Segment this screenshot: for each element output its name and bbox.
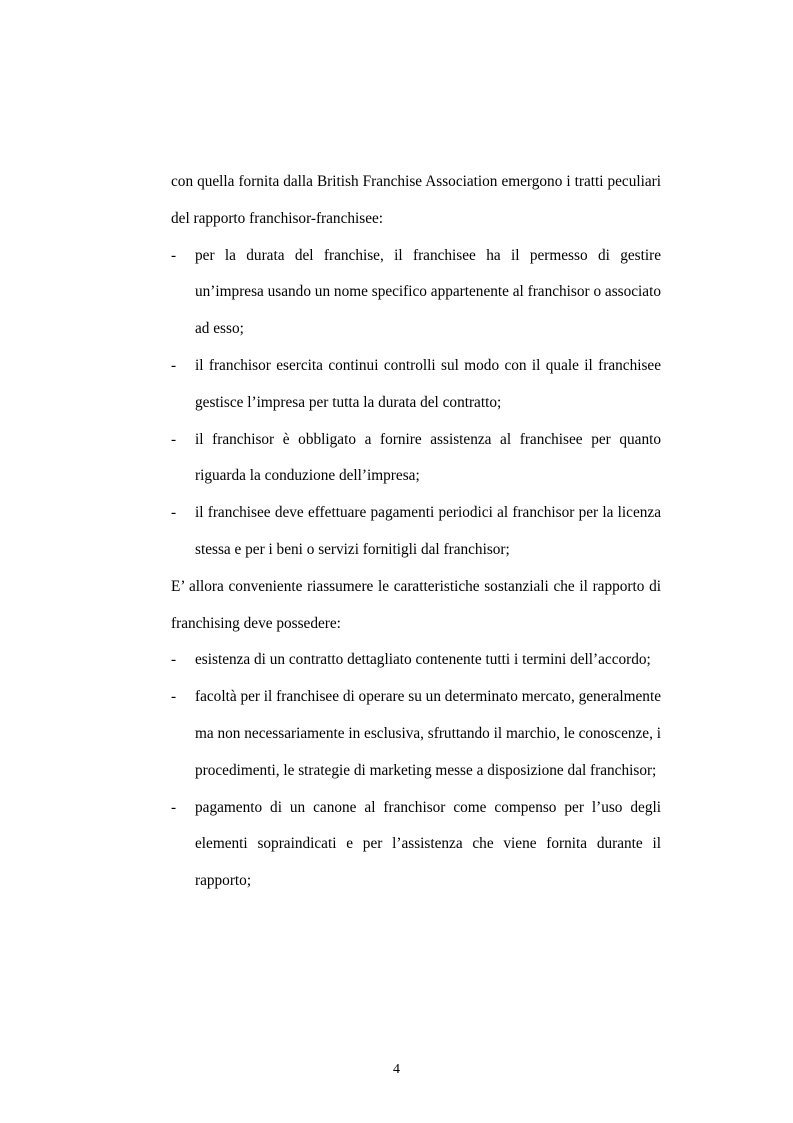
- page-number: 4: [393, 1062, 400, 1077]
- list-item-text: facoltà per il franchisee di operare su un determinato mercato, generalmente ma non necessariamente in esclusiva, sfruttando il marchio, le conoscenze, i procedimenti, le strategie di marketing messe a disposizione dal franchisor;: [195, 688, 661, 779]
- list-item: [171, 642, 661, 679]
- body-text: [171, 164, 661, 900]
- list-item-text: il franchisor esercita continui controlli sul modo con il quale il franchisee gestisce l’impresa per tutta la durata del contratto;: [195, 356, 661, 411]
- list-item-text: per la durata del franchise, il franchisee ha il permesso di gestire un’impresa usando un nome specifico appartenente al franchisor o associato ad esso;: [195, 246, 661, 338]
- dash-bullet-icon: -: [171, 430, 177, 448]
- dash-bullet-icon: -: [171, 688, 177, 706]
- list-item: [171, 679, 661, 789]
- list-item-text: esistenza di un contratto dettagliato contenente tutti i termini dell’accordo;: [195, 651, 651, 669]
- dash-bullet-icon: -: [171, 651, 177, 669]
- dash-bullet-icon: -: [171, 504, 177, 522]
- list-item: [171, 495, 661, 569]
- dash-bullet-icon: -: [171, 356, 177, 374]
- characteristics-list: [171, 238, 661, 569]
- dash-bullet-icon: -: [171, 798, 177, 816]
- list-item: [171, 348, 661, 422]
- list-item: [171, 422, 661, 496]
- middle-paragraph: E’ allora conveniente riassumere le caratteristiche sostanziali che il rapporto di franchising deve possedere:: [171, 577, 661, 632]
- intro-paragraph: con quella fornita dalla British Franchise Association emergono i tratti peculiari del rapporto franchisor-franchisee:: [171, 173, 661, 227]
- franchising-requirements-list: [171, 642, 661, 900]
- list-item: [171, 790, 661, 900]
- list-item: [171, 238, 661, 348]
- list-item-text: il franchisor è obbligato a fornire assistenza al franchisee per quanto riguarda la conduzione dell’impresa;: [195, 430, 661, 485]
- list-item-text: pagamento di un canone al franchisor come compenso per l’uso degli elementi sopraindicati e per l’assistenza che viene fornita durante il rapporto;: [195, 798, 661, 890]
- dash-bullet-icon: -: [171, 246, 177, 264]
- list-item-text: il franchisee deve effettuare pagamenti periodici al franchisor per la licenza stessa e per i beni o servizi fornitigli dal franchisor;: [195, 504, 661, 558]
